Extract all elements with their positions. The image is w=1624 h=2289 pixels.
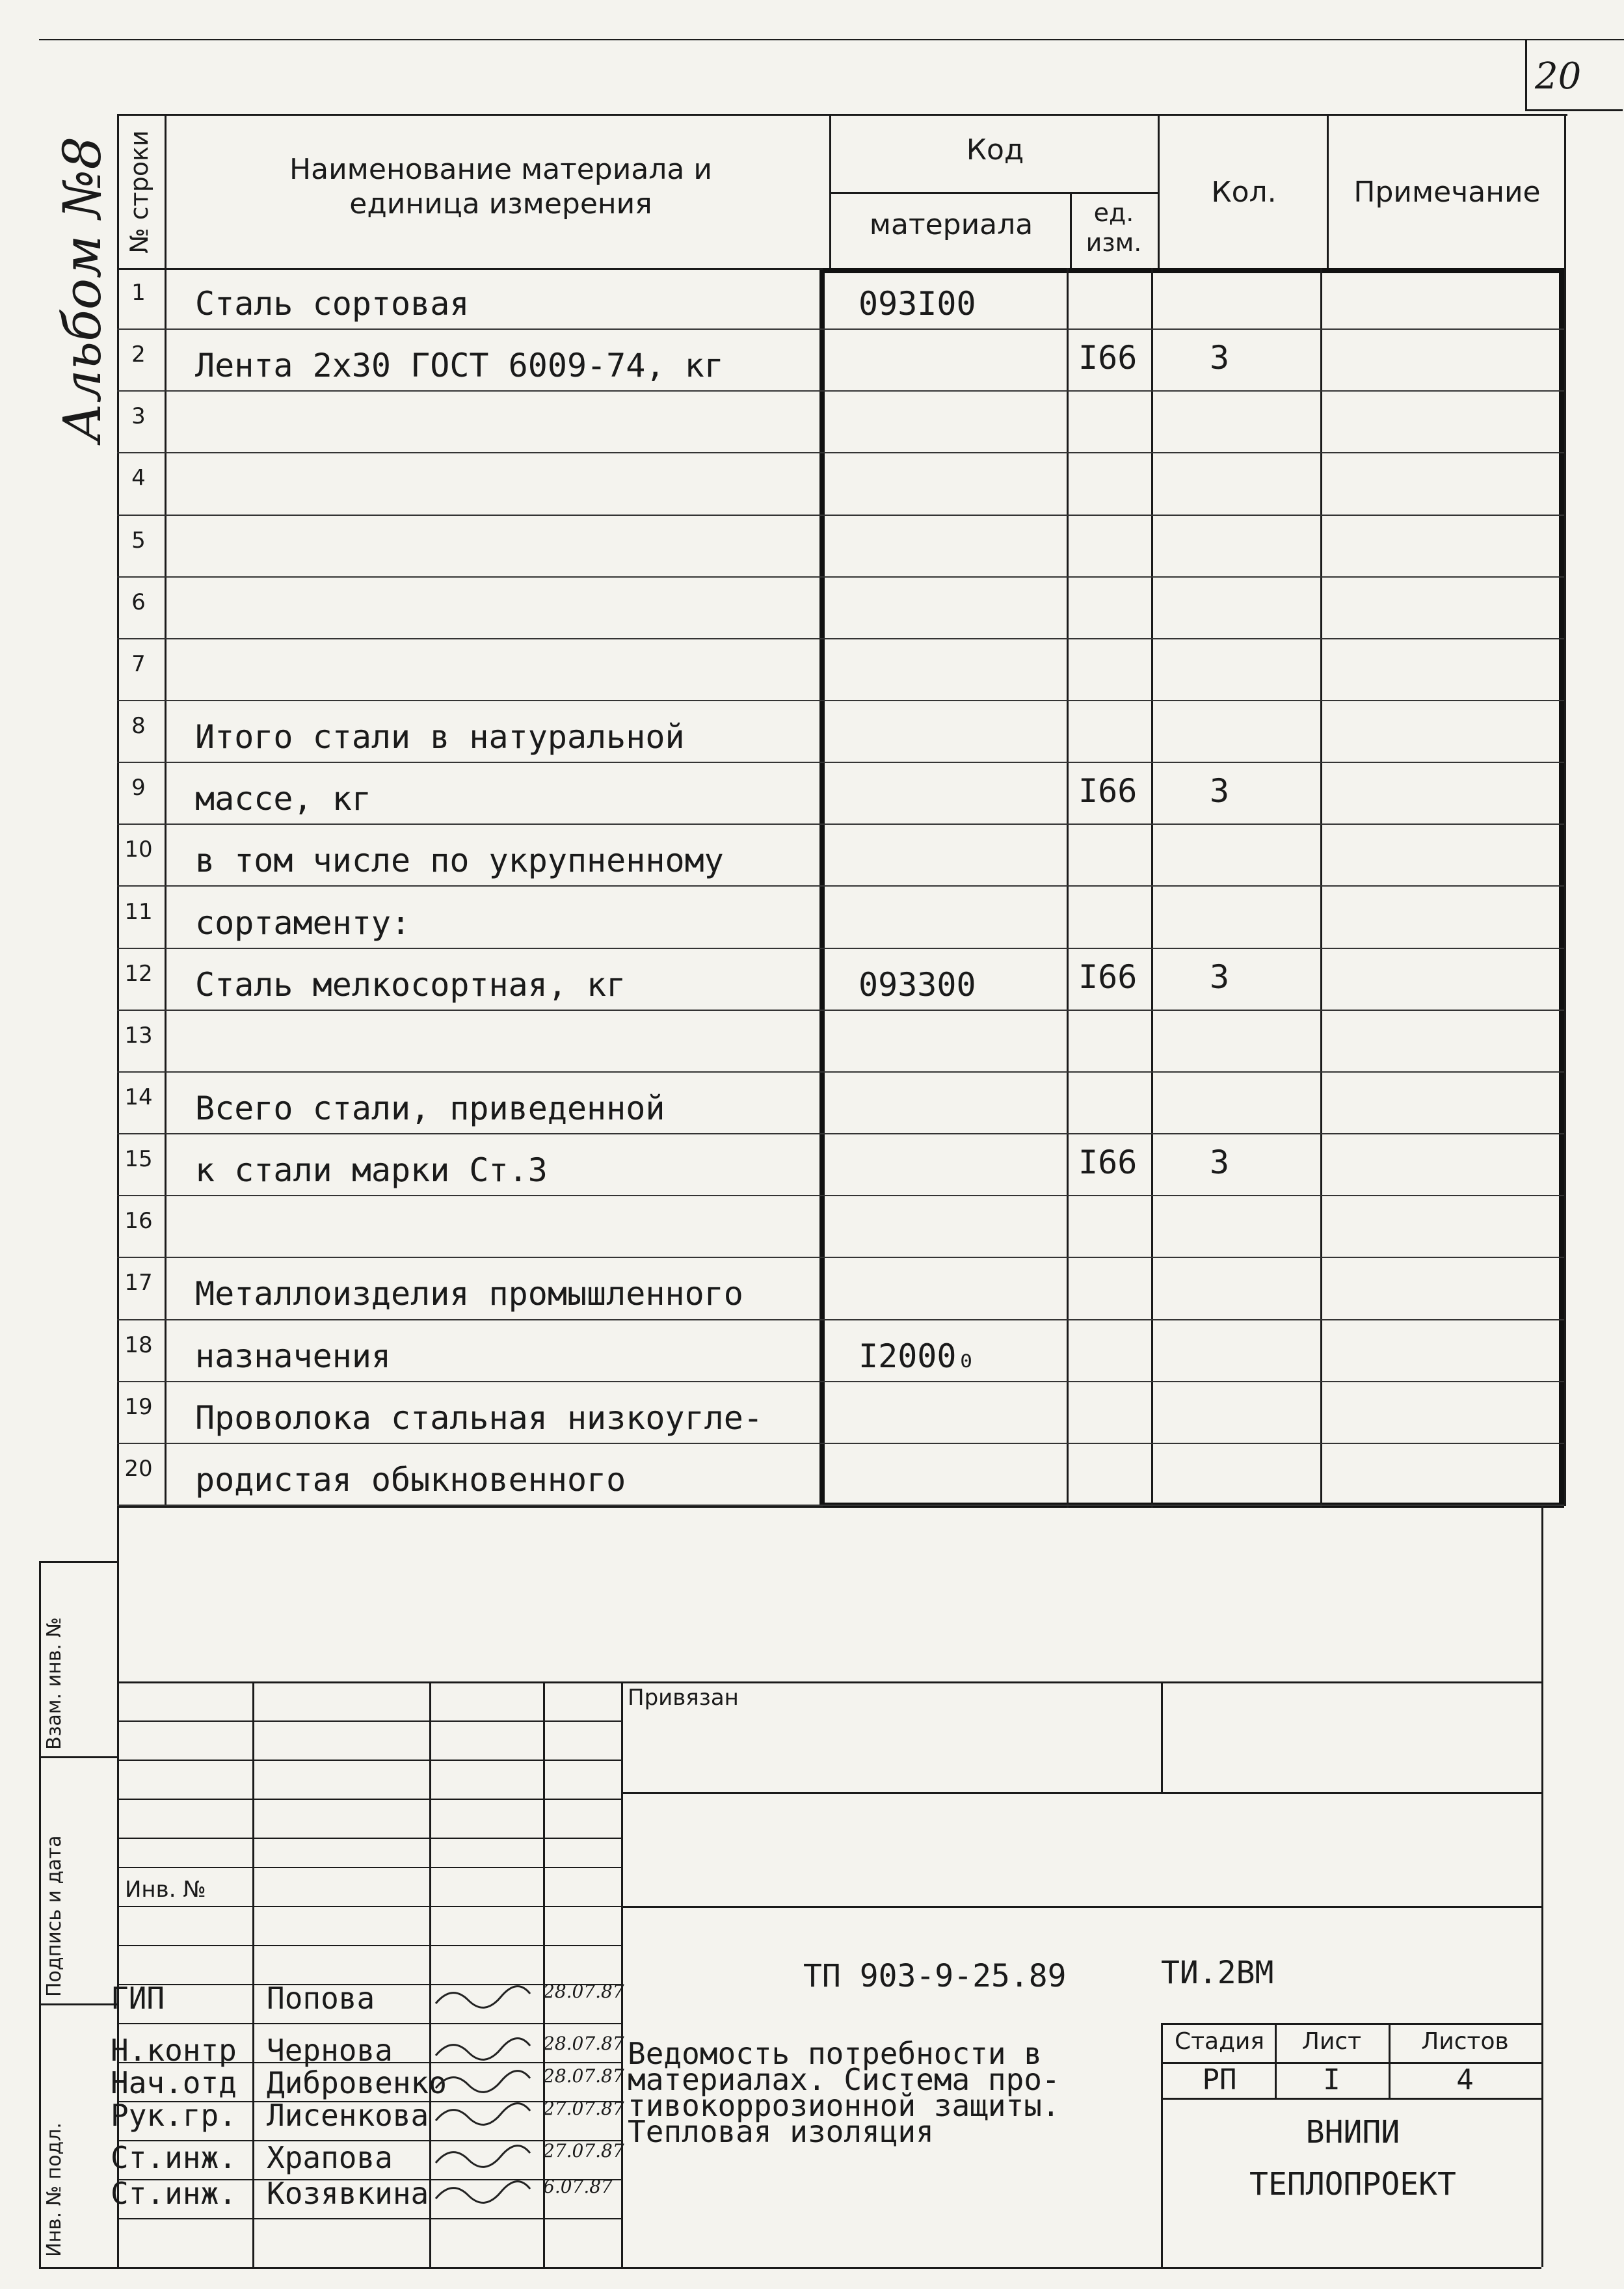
unit-code: I66	[1078, 339, 1138, 377]
stage-label: Стадия	[1174, 2028, 1265, 2055]
material-name: к стали марки Ст.3	[195, 1151, 548, 1190]
row-number: 8	[131, 713, 146, 740]
material-name: Проволока стальная низкоугле-	[195, 1399, 763, 1437]
person-name: Попова	[267, 1981, 375, 2016]
doc-title-4: Тепловая изоляция	[628, 2114, 934, 2149]
privyazan-label: Привязан	[628, 1685, 739, 1711]
signature-scribble	[433, 2033, 537, 2068]
row-number: 4	[131, 465, 146, 492]
header-qty: Кол.	[1211, 176, 1277, 209]
person-name: Храпова	[267, 2140, 393, 2175]
header-material: материала	[869, 208, 1033, 241]
material-name: родистая обыкновенного	[195, 1460, 626, 1499]
material-name: Итого стали в натуральной	[195, 718, 685, 756]
table-row	[117, 701, 1564, 763]
unit-code: I66	[1078, 957, 1138, 996]
stage-value: РП	[1202, 2063, 1237, 2096]
row-number: 14	[124, 1084, 153, 1110]
table-row	[117, 1444, 1564, 1506]
header-code: Код	[966, 133, 1024, 167]
material-name: Всего стали, приведенной	[195, 1089, 665, 1127]
side-label-inv-podl: Инв. № подл.	[43, 2122, 66, 2257]
table-row	[117, 1073, 1564, 1134]
row-number: 5	[131, 527, 146, 554]
person-role: ГИП	[111, 1981, 165, 2016]
row-number: 7	[131, 650, 146, 677]
row-number: 18	[124, 1332, 153, 1358]
material-code: I2000₀	[859, 1337, 976, 1375]
table-row	[117, 949, 1564, 1011]
table-row	[117, 1320, 1564, 1382]
signature-scribble	[433, 2140, 537, 2175]
person-name: Чернова	[267, 2033, 393, 2068]
row-number: 11	[124, 898, 153, 925]
material-code: 093I00	[859, 285, 976, 323]
quantity: 3	[1210, 1144, 1230, 1182]
quantity: 3	[1210, 772, 1230, 810]
signature-date: 27.07.87	[543, 2098, 624, 2119]
table-row	[117, 639, 1564, 701]
person-role: Нач.отд	[111, 2065, 237, 2100]
side-label-vzam: Взам. инв. №	[43, 1617, 66, 1750]
page-number: 20	[1535, 55, 1582, 98]
table-row	[117, 268, 1564, 330]
person-role: Ст.инж.	[111, 2140, 237, 2175]
person-role: Рук.гр.	[111, 2098, 237, 2133]
person-name: Козявкина	[267, 2176, 429, 2211]
material-name: Металлоизделия промышленного	[195, 1275, 743, 1313]
signature-scribble	[433, 1981, 537, 2016]
unit-code: I66	[1078, 772, 1138, 810]
signature-scribble	[433, 2098, 537, 2133]
row-number: 19	[124, 1393, 153, 1420]
table-row	[117, 1382, 1564, 1444]
quantity: 3	[1210, 339, 1230, 377]
table-row	[117, 453, 1564, 515]
doc-code: ТП 903-9-25.89	[803, 1958, 1067, 1994]
header-unit: ед. изм.	[1085, 198, 1142, 257]
table-row	[117, 516, 1564, 578]
row-number: 2	[131, 341, 146, 368]
table-row	[117, 763, 1564, 825]
material-name: Сталь сортовая	[195, 285, 470, 323]
material-code: 093300	[859, 965, 976, 1004]
row-number: 16	[124, 1208, 153, 1235]
signature-date: 28.07.87	[543, 2033, 624, 2054]
header-note: Примечание	[1353, 176, 1541, 209]
material-name: Лента 2х30 ГОСТ 6009-74, кг	[195, 347, 724, 385]
org-line-2: ТЕПЛОПРОЕКТ	[1249, 2166, 1456, 2202]
row-number: 13	[124, 1022, 153, 1049]
signature-date: 28.07.87	[543, 1981, 624, 2002]
inv-no-label: Инв. №	[125, 1877, 206, 1903]
header-row-no: № строки	[125, 130, 153, 254]
material-name: Сталь мелкосортная, кг	[195, 965, 626, 1004]
doc-suffix: ТИ.2ВМ	[1161, 1955, 1274, 1991]
person-name: Дибровенко	[267, 2065, 447, 2100]
row-number: 3	[131, 403, 146, 430]
signature-date: 6.07.87	[543, 2176, 613, 2197]
row-number: 10	[124, 837, 153, 863]
row-number: 17	[124, 1270, 153, 1296]
doc-title-1: Ведомость потребности в	[628, 2036, 1042, 2071]
table-row	[117, 392, 1564, 453]
doc-title-3: тивокоррозионной защиты.	[628, 2088, 1060, 2123]
header-name: Наименование материала и единица измерения	[289, 153, 712, 221]
table-row	[117, 1011, 1564, 1073]
material-name: назначения	[195, 1337, 392, 1375]
signature-date: 27.07.87	[543, 2140, 624, 2162]
table-row	[117, 825, 1564, 887]
row-number: 1	[131, 280, 146, 306]
unit-code: I66	[1078, 1144, 1138, 1182]
material-name: сортаменту:	[195, 904, 411, 942]
person-role: Н.контр	[111, 2033, 237, 2068]
org-line-1: ВНИПИ	[1305, 2114, 1400, 2150]
sheet-value: I	[1323, 2063, 1340, 2096]
sheets-label: Листов	[1421, 2028, 1509, 2055]
person-name: Лисенкова	[267, 2098, 429, 2133]
signature-scribble	[433, 2176, 537, 2211]
quantity: 3	[1210, 957, 1230, 996]
material-name: в том числе по укрупненному	[195, 842, 724, 880]
table-row	[117, 1196, 1564, 1258]
signature-date: 28.07.87	[543, 2065, 624, 2087]
person-role: Ст.инж.	[111, 2176, 237, 2211]
row-number: 15	[124, 1146, 153, 1173]
side-label-podpis: Подпись и дата	[43, 1835, 66, 1997]
sheets-value: 4	[1456, 2063, 1474, 2096]
table-row	[117, 578, 1564, 639]
table-row	[117, 1134, 1564, 1196]
row-number: 6	[131, 589, 146, 615]
sheet-label: Лист	[1301, 2028, 1362, 2055]
row-number: 20	[124, 1455, 153, 1482]
row-number: 12	[124, 960, 153, 987]
material-name: массе, кг	[195, 780, 371, 818]
doc-title-2: материалах. Система про-	[628, 2062, 1060, 2097]
signature-scribble	[433, 2065, 537, 2100]
album-label: Альбом №8	[52, 136, 113, 442]
table-row	[117, 887, 1564, 949]
table-row	[117, 330, 1564, 392]
row-number: 9	[131, 775, 146, 801]
table-row	[117, 1258, 1564, 1320]
